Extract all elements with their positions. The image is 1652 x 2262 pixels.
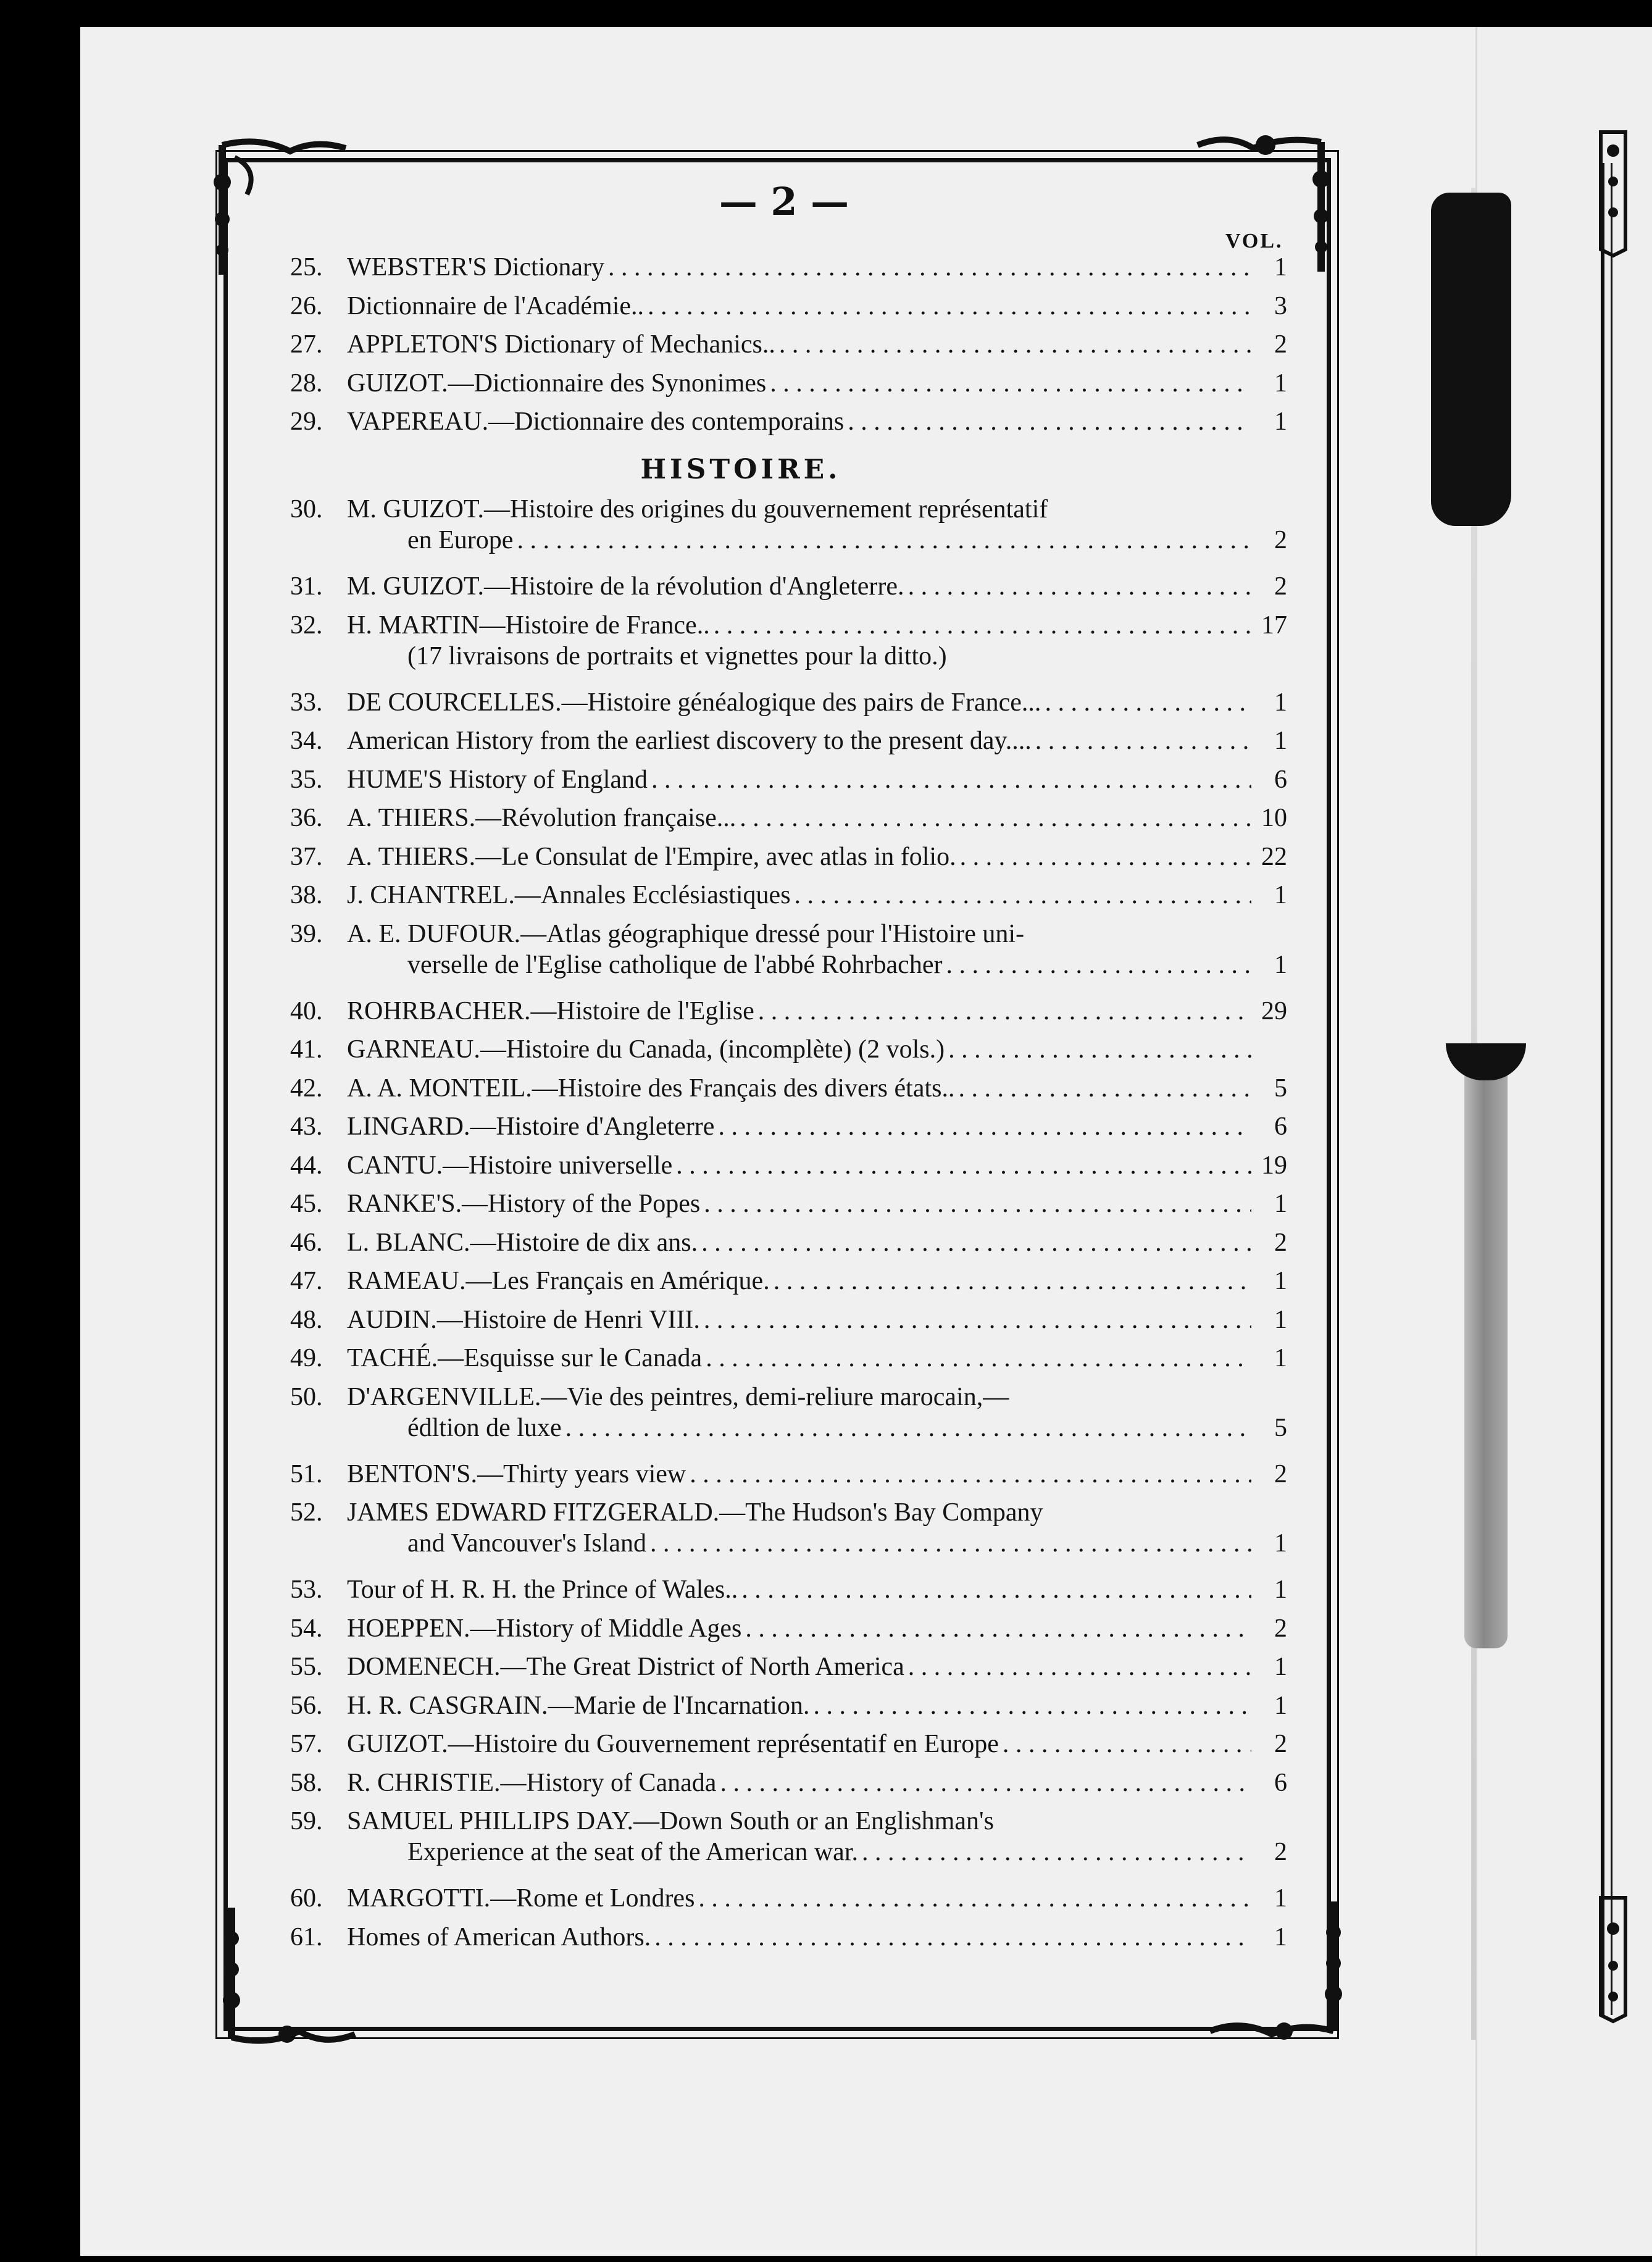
entry-title: ROHRBACHER.—Histoire de l'Eglise xyxy=(347,996,754,1025)
entry-continuation-text: en Europe xyxy=(407,526,514,554)
entry-main-line xyxy=(290,803,1287,833)
entry-title: A. THIERS.—Révolution française... xyxy=(347,804,736,832)
dot-leader xyxy=(654,1922,1251,1953)
entry-title: JAMES EDWARD FITZGERALD.—The Hudson's Bay Company xyxy=(347,1498,1043,1527)
entry-title: WEBSTER'S Dictionary xyxy=(347,253,605,282)
catalogue-entry xyxy=(290,687,1287,718)
dot-leader xyxy=(770,368,1251,399)
dot-leader xyxy=(1045,687,1251,718)
entry-volume-count: 19 xyxy=(1261,1151,1287,1180)
dot-leader xyxy=(948,1034,1251,1065)
entry-volume-count: 1 xyxy=(1274,1305,1287,1334)
entry-volume-count: 1 xyxy=(1274,1529,1287,1558)
catalogue-entry xyxy=(290,764,1287,795)
entry-volume-count: 1 xyxy=(1274,950,1287,979)
dot-leader xyxy=(608,252,1251,283)
entry-number: 36. xyxy=(290,804,323,832)
entry-number: 47. xyxy=(290,1267,323,1295)
entry-main-line xyxy=(290,610,1287,641)
entry-number: 43. xyxy=(290,1112,323,1141)
entry-volume-count: 1 xyxy=(1274,1653,1287,1681)
entry-title: M. GUIZOT.—Histoire des origines du gouvernement représentatif xyxy=(347,495,1048,524)
entry-title: GUIZOT.—Dictionnaire des Synonimes xyxy=(347,369,767,398)
catalogue-entry xyxy=(290,368,1287,399)
catalogue-entry xyxy=(290,1188,1287,1219)
catalogue-entry xyxy=(290,1574,1287,1605)
entry-volume-count: 1 xyxy=(1274,1922,1287,1951)
entry-number: 40. xyxy=(290,996,323,1025)
entry-continuation xyxy=(290,1413,1287,1443)
dot-leader xyxy=(565,1413,1251,1443)
entry-title: J. CHANTREL.—Annales Ecclésiastiques xyxy=(347,881,791,909)
entry-title: HOEPPEN.—History of Middle Ages xyxy=(347,1614,742,1643)
entry-volume-count: 1 xyxy=(1274,727,1287,755)
entry-volume-count: 2 xyxy=(1274,1730,1287,1758)
entry-title: CANTU.—Histoire universelle xyxy=(347,1151,673,1180)
catalogue-entry xyxy=(290,1343,1287,1374)
entry-number: 45. xyxy=(290,1190,323,1218)
entry-title: Homes of American Authors. xyxy=(347,1922,651,1951)
catalogue-entry xyxy=(290,1767,1287,1798)
entry-number: 33. xyxy=(290,688,323,717)
entry-number: 54. xyxy=(290,1614,323,1643)
entry-number: 35. xyxy=(290,765,323,794)
entry-title: R. CHRISTIE.—History of Canada xyxy=(347,1768,717,1797)
dot-leader xyxy=(908,571,1251,602)
entry-number: 55. xyxy=(290,1653,323,1681)
dot-leader xyxy=(1003,1729,1251,1759)
entry-title: TACHÉ.—Esquisse sur le Canada xyxy=(347,1344,703,1372)
entry-number: 37. xyxy=(290,842,323,871)
entry-volume-count: 2 xyxy=(1274,572,1287,601)
volume-column-header: VOL. xyxy=(1225,230,1283,252)
entry-main-line xyxy=(290,1574,1287,1605)
entry-main-line xyxy=(290,919,1287,949)
entry-main-line xyxy=(290,1304,1287,1335)
entry-main-line xyxy=(290,1343,1287,1374)
entry-number: 61. xyxy=(290,1922,323,1951)
catalogue-entry xyxy=(290,1690,1287,1721)
entry-title: D'ARGENVILLE.—Vie des peintres, demi-reliure marocain,— xyxy=(347,1382,1009,1411)
entry-title: VAPEREAU.—Dictionnaire des contemporains xyxy=(347,407,845,436)
entry-main-line xyxy=(290,1266,1287,1296)
catalogue-entry xyxy=(290,1613,1287,1644)
dot-leader xyxy=(690,1459,1251,1490)
entry-main-line xyxy=(290,1651,1287,1682)
catalogue-entry xyxy=(290,1266,1287,1296)
entry-main-line xyxy=(290,406,1287,437)
entry-main-line xyxy=(290,252,1287,283)
entry-volume-count: 1 xyxy=(1274,1190,1287,1218)
entry-volume-count: 1 xyxy=(1274,1575,1287,1604)
entry-number: 59. xyxy=(290,1807,323,1835)
entry-main-line xyxy=(290,571,1287,602)
entry-volume-count: 1 xyxy=(1274,688,1287,717)
dot-leader xyxy=(714,610,1251,641)
entry-title: AUDIN.—Histoire de Henri VIII. xyxy=(347,1305,700,1334)
catalogue-entry xyxy=(290,1806,1287,1868)
entry-main-line xyxy=(290,1922,1287,1953)
catalogue-entry xyxy=(290,880,1287,911)
dot-leader xyxy=(740,803,1251,833)
entry-number: 26. xyxy=(290,291,323,320)
dot-leader xyxy=(758,996,1251,1027)
entry-number: 51. xyxy=(290,1459,323,1488)
entry-number: 27. xyxy=(290,330,323,359)
entry-main-line xyxy=(290,841,1287,872)
entry-title: H. R. CASGRAIN.—Marie de l'Incarnation. xyxy=(347,1691,810,1720)
dot-leader xyxy=(517,525,1251,556)
entry-title: DOMENECH.—The Great District of North America xyxy=(347,1653,904,1681)
entry-number: 48. xyxy=(290,1305,323,1334)
entry-title: LINGARD.—Histoire d'Angleterre xyxy=(347,1112,715,1141)
catalogue-entry xyxy=(290,1922,1287,1953)
entry-number: 42. xyxy=(290,1074,323,1103)
catalogue-entry xyxy=(290,1227,1287,1258)
entry-main-line xyxy=(290,1767,1287,1798)
entry-volume-count: 29 xyxy=(1261,996,1287,1025)
entry-main-line xyxy=(290,725,1287,756)
entry-number: 60. xyxy=(290,1884,323,1913)
dot-leader xyxy=(701,1227,1251,1258)
entry-number: 49. xyxy=(290,1344,323,1372)
bottom-right-corner-ornament xyxy=(1204,1895,1352,2043)
catalogue-entry xyxy=(290,610,1287,672)
entry-main-line xyxy=(290,764,1287,795)
catalogue-entry xyxy=(290,725,1287,756)
entry-continuation-text: and Vancouver's Island xyxy=(407,1529,647,1558)
entry-title: Tour of H. R. H. the Prince of Wales.. xyxy=(347,1575,738,1604)
entry-main-line xyxy=(290,1188,1287,1219)
entry-main-line xyxy=(290,1034,1287,1065)
entry-main-line xyxy=(290,1729,1287,1759)
entry-main-line xyxy=(290,291,1287,322)
entry-continuation xyxy=(290,1837,1287,1868)
entry-volume-count: 17 xyxy=(1261,611,1287,640)
entry-main-line xyxy=(290,1883,1287,1914)
catalogue-entry xyxy=(290,841,1287,872)
entry-volume-count: 1 xyxy=(1274,1344,1287,1372)
catalogue-entry xyxy=(290,252,1287,283)
catalogue-entry xyxy=(290,1304,1287,1335)
entry-title: HUME'S History of England xyxy=(347,765,648,794)
page-number: — 2 — xyxy=(719,179,849,224)
entry-volume-count: 2 xyxy=(1274,1614,1287,1643)
entry-main-line xyxy=(290,687,1287,718)
entry-main-line xyxy=(290,1227,1287,1258)
catalogue-entry xyxy=(290,1073,1287,1104)
entry-number: 28. xyxy=(290,369,323,398)
entry-volume-count: 3 xyxy=(1274,291,1287,320)
entry-volume-count: 2 xyxy=(1274,1228,1287,1257)
dot-leader xyxy=(741,1574,1251,1605)
entry-title: American History from the earliest discovery to the present day.... xyxy=(347,727,1032,755)
entry-continuation-text: (17 livraisons de portraits et vignettes pour la ditto.) xyxy=(407,641,947,670)
entry-volume-count: 1 xyxy=(1274,1691,1287,1720)
entry-number: 31. xyxy=(290,572,323,601)
entry-number: 39. xyxy=(290,919,323,948)
entry-main-line xyxy=(290,329,1287,360)
dot-leader xyxy=(704,1188,1251,1219)
catalogue-entry xyxy=(290,919,1287,980)
dot-leader xyxy=(908,1651,1251,1682)
entry-number: 50. xyxy=(290,1382,323,1411)
dot-leader xyxy=(813,1690,1251,1721)
catalogue-entry xyxy=(290,1497,1287,1559)
entry-main-line xyxy=(290,494,1287,525)
catalogue-entry xyxy=(290,1729,1287,1759)
entry-volume-count: 2 xyxy=(1274,1459,1287,1488)
dot-leader xyxy=(651,764,1251,795)
entry-title: RANKE'S.—History of the Popes xyxy=(347,1190,701,1218)
catalogue-entry xyxy=(290,1034,1287,1065)
dot-leader xyxy=(958,1073,1251,1104)
entry-main-line xyxy=(290,368,1287,399)
entry-main-line xyxy=(290,1150,1287,1181)
entry-volume-count: 1 xyxy=(1274,1884,1287,1913)
entry-title: A. A. MONTEIL.—Histoire des Français des divers états.. xyxy=(347,1074,955,1103)
entry-number: 53. xyxy=(290,1575,323,1604)
entry-volume-count: 5 xyxy=(1274,1074,1287,1103)
entry-main-line xyxy=(290,996,1287,1027)
dot-leader xyxy=(698,1883,1251,1914)
entry-number: 44. xyxy=(290,1151,323,1180)
dot-leader xyxy=(960,841,1251,872)
entry-title: MARGOTTI.—Rome et Londres xyxy=(347,1884,695,1913)
adjacent-corner-ornament-top xyxy=(1595,126,1632,262)
entry-volume-count: 22 xyxy=(1261,842,1287,871)
dot-leader xyxy=(718,1111,1251,1142)
entry-main-line xyxy=(290,880,1287,911)
entry-volume-count: 1 xyxy=(1274,881,1287,909)
entry-title: A. E. DUFOUR.—Atlas géographique dressé pour l'Histoire uni- xyxy=(347,919,1025,948)
entry-main-line xyxy=(290,1497,1287,1528)
dot-leader xyxy=(676,1150,1251,1181)
dot-leader xyxy=(745,1613,1251,1644)
catalogue-entry xyxy=(290,329,1287,360)
entry-title: SAMUEL PHILLIPS DAY.—Down South or an Englishman's xyxy=(347,1807,994,1835)
dot-leader xyxy=(704,1304,1251,1335)
entry-title: GUIZOT.—Histoire du Gouvernement représentatif en Europe xyxy=(347,1730,999,1758)
entry-title: H. MARTIN—Histoire de France.. xyxy=(347,611,710,640)
entry-continuation xyxy=(290,641,1287,672)
entry-main-line xyxy=(290,1613,1287,1644)
entry-title: DE COURCELLES.—Histoire généalogique des pairs de France... xyxy=(347,688,1041,717)
catalogue-entry xyxy=(290,291,1287,322)
entry-number: 32. xyxy=(290,611,323,640)
catalogue-entry xyxy=(290,803,1287,833)
catalogue-entry xyxy=(290,571,1287,602)
entry-number: 25. xyxy=(290,253,323,282)
entry-number: 56. xyxy=(290,1691,323,1720)
catalogue-entry xyxy=(290,494,1287,556)
entry-main-line xyxy=(290,1382,1287,1413)
entry-continuation xyxy=(290,949,1287,980)
dot-leader xyxy=(795,880,1251,911)
binding-shadow xyxy=(1464,1043,1508,1648)
entry-main-line xyxy=(290,1690,1287,1721)
entry-title: M. GUIZOT.—Histoire de la révolution d'Angleterre. xyxy=(347,572,904,601)
entry-title: BENTON'S.—Thirty years view xyxy=(347,1459,686,1488)
dot-leader xyxy=(774,1266,1251,1296)
entry-continuation-text: Experience at the seat of the American war. xyxy=(407,1838,858,1866)
entry-number: 58. xyxy=(290,1768,323,1797)
dot-leader xyxy=(720,1767,1251,1798)
dot-leader xyxy=(1035,725,1251,756)
dot-leader xyxy=(862,1837,1251,1868)
entry-number: 52. xyxy=(290,1498,323,1527)
dot-leader xyxy=(946,949,1251,980)
entry-title: APPLETON'S Dictionary of Mechanics.. xyxy=(347,330,775,359)
entry-number: 30. xyxy=(290,495,323,524)
entry-title: L. BLANC.—Histoire de dix ans. xyxy=(347,1228,698,1257)
entry-title: RAMEAU.—Les Français en Amérique. xyxy=(347,1267,770,1295)
entry-volume-count: 2 xyxy=(1274,526,1287,554)
entry-number: 34. xyxy=(290,727,323,755)
catalogue-entry xyxy=(290,1459,1287,1490)
section-heading: HISTOIRE. xyxy=(640,454,841,485)
entry-number: 57. xyxy=(290,1730,323,1758)
entry-volume-count: 1 xyxy=(1274,253,1287,282)
entry-number: 41. xyxy=(290,1035,323,1064)
entry-volume-count: 2 xyxy=(1274,330,1287,359)
catalogue-entry xyxy=(290,1382,1287,1443)
entry-volume-count: 1 xyxy=(1274,369,1287,398)
entry-volume-count: 6 xyxy=(1274,1112,1287,1141)
entry-main-line xyxy=(290,1111,1287,1142)
entry-volume-count: 2 xyxy=(1274,1838,1287,1866)
entry-main-line xyxy=(290,1459,1287,1490)
catalogue-entry xyxy=(290,1111,1287,1142)
entry-continuation xyxy=(290,525,1287,556)
entry-volume-count: 5 xyxy=(1274,1413,1287,1442)
entry-main-line xyxy=(290,1073,1287,1104)
dot-leader xyxy=(706,1343,1251,1374)
catalogue-entry xyxy=(290,996,1287,1027)
catalogue-entry xyxy=(290,1651,1287,1682)
catalogue-entry xyxy=(290,406,1287,437)
adjacent-corner-ornament-bottom xyxy=(1595,1892,1632,2027)
entry-title: Dictionnaire de l'Académie.. xyxy=(347,291,645,320)
entry-continuation-text: verselle de l'Eglise catholique de l'abbé Rohrbacher xyxy=(407,950,943,979)
entry-number: 46. xyxy=(290,1228,323,1257)
entry-main-line xyxy=(290,1806,1287,1837)
dot-leader xyxy=(648,291,1251,322)
entry-number: 29. xyxy=(290,407,323,436)
entry-title: GARNEAU.—Histoire du Canada, (incomplète) (2 vols.) xyxy=(347,1035,945,1064)
entry-volume-count: 10 xyxy=(1261,804,1287,832)
entry-volume-count: 1 xyxy=(1274,407,1287,436)
entry-continuation xyxy=(290,1528,1287,1559)
catalogue-entry xyxy=(290,1883,1287,1914)
entry-number: 38. xyxy=(290,881,323,909)
entry-volume-count: 6 xyxy=(1274,765,1287,794)
entry-title: A. THIERS.—Le Consulat de l'Empire, avec atlas in folio. xyxy=(347,842,956,871)
ink-blot xyxy=(1431,193,1511,526)
catalogue-entry xyxy=(290,1150,1287,1181)
dot-leader xyxy=(650,1528,1251,1559)
entry-volume-count: 6 xyxy=(1274,1768,1287,1797)
entry-volume-count: 1 xyxy=(1274,1267,1287,1295)
dot-leader xyxy=(848,406,1251,437)
dot-leader xyxy=(779,329,1251,360)
adjacent-frame-border xyxy=(1601,163,1612,2015)
entry-continuation-text: édltion de luxe xyxy=(407,1413,562,1442)
